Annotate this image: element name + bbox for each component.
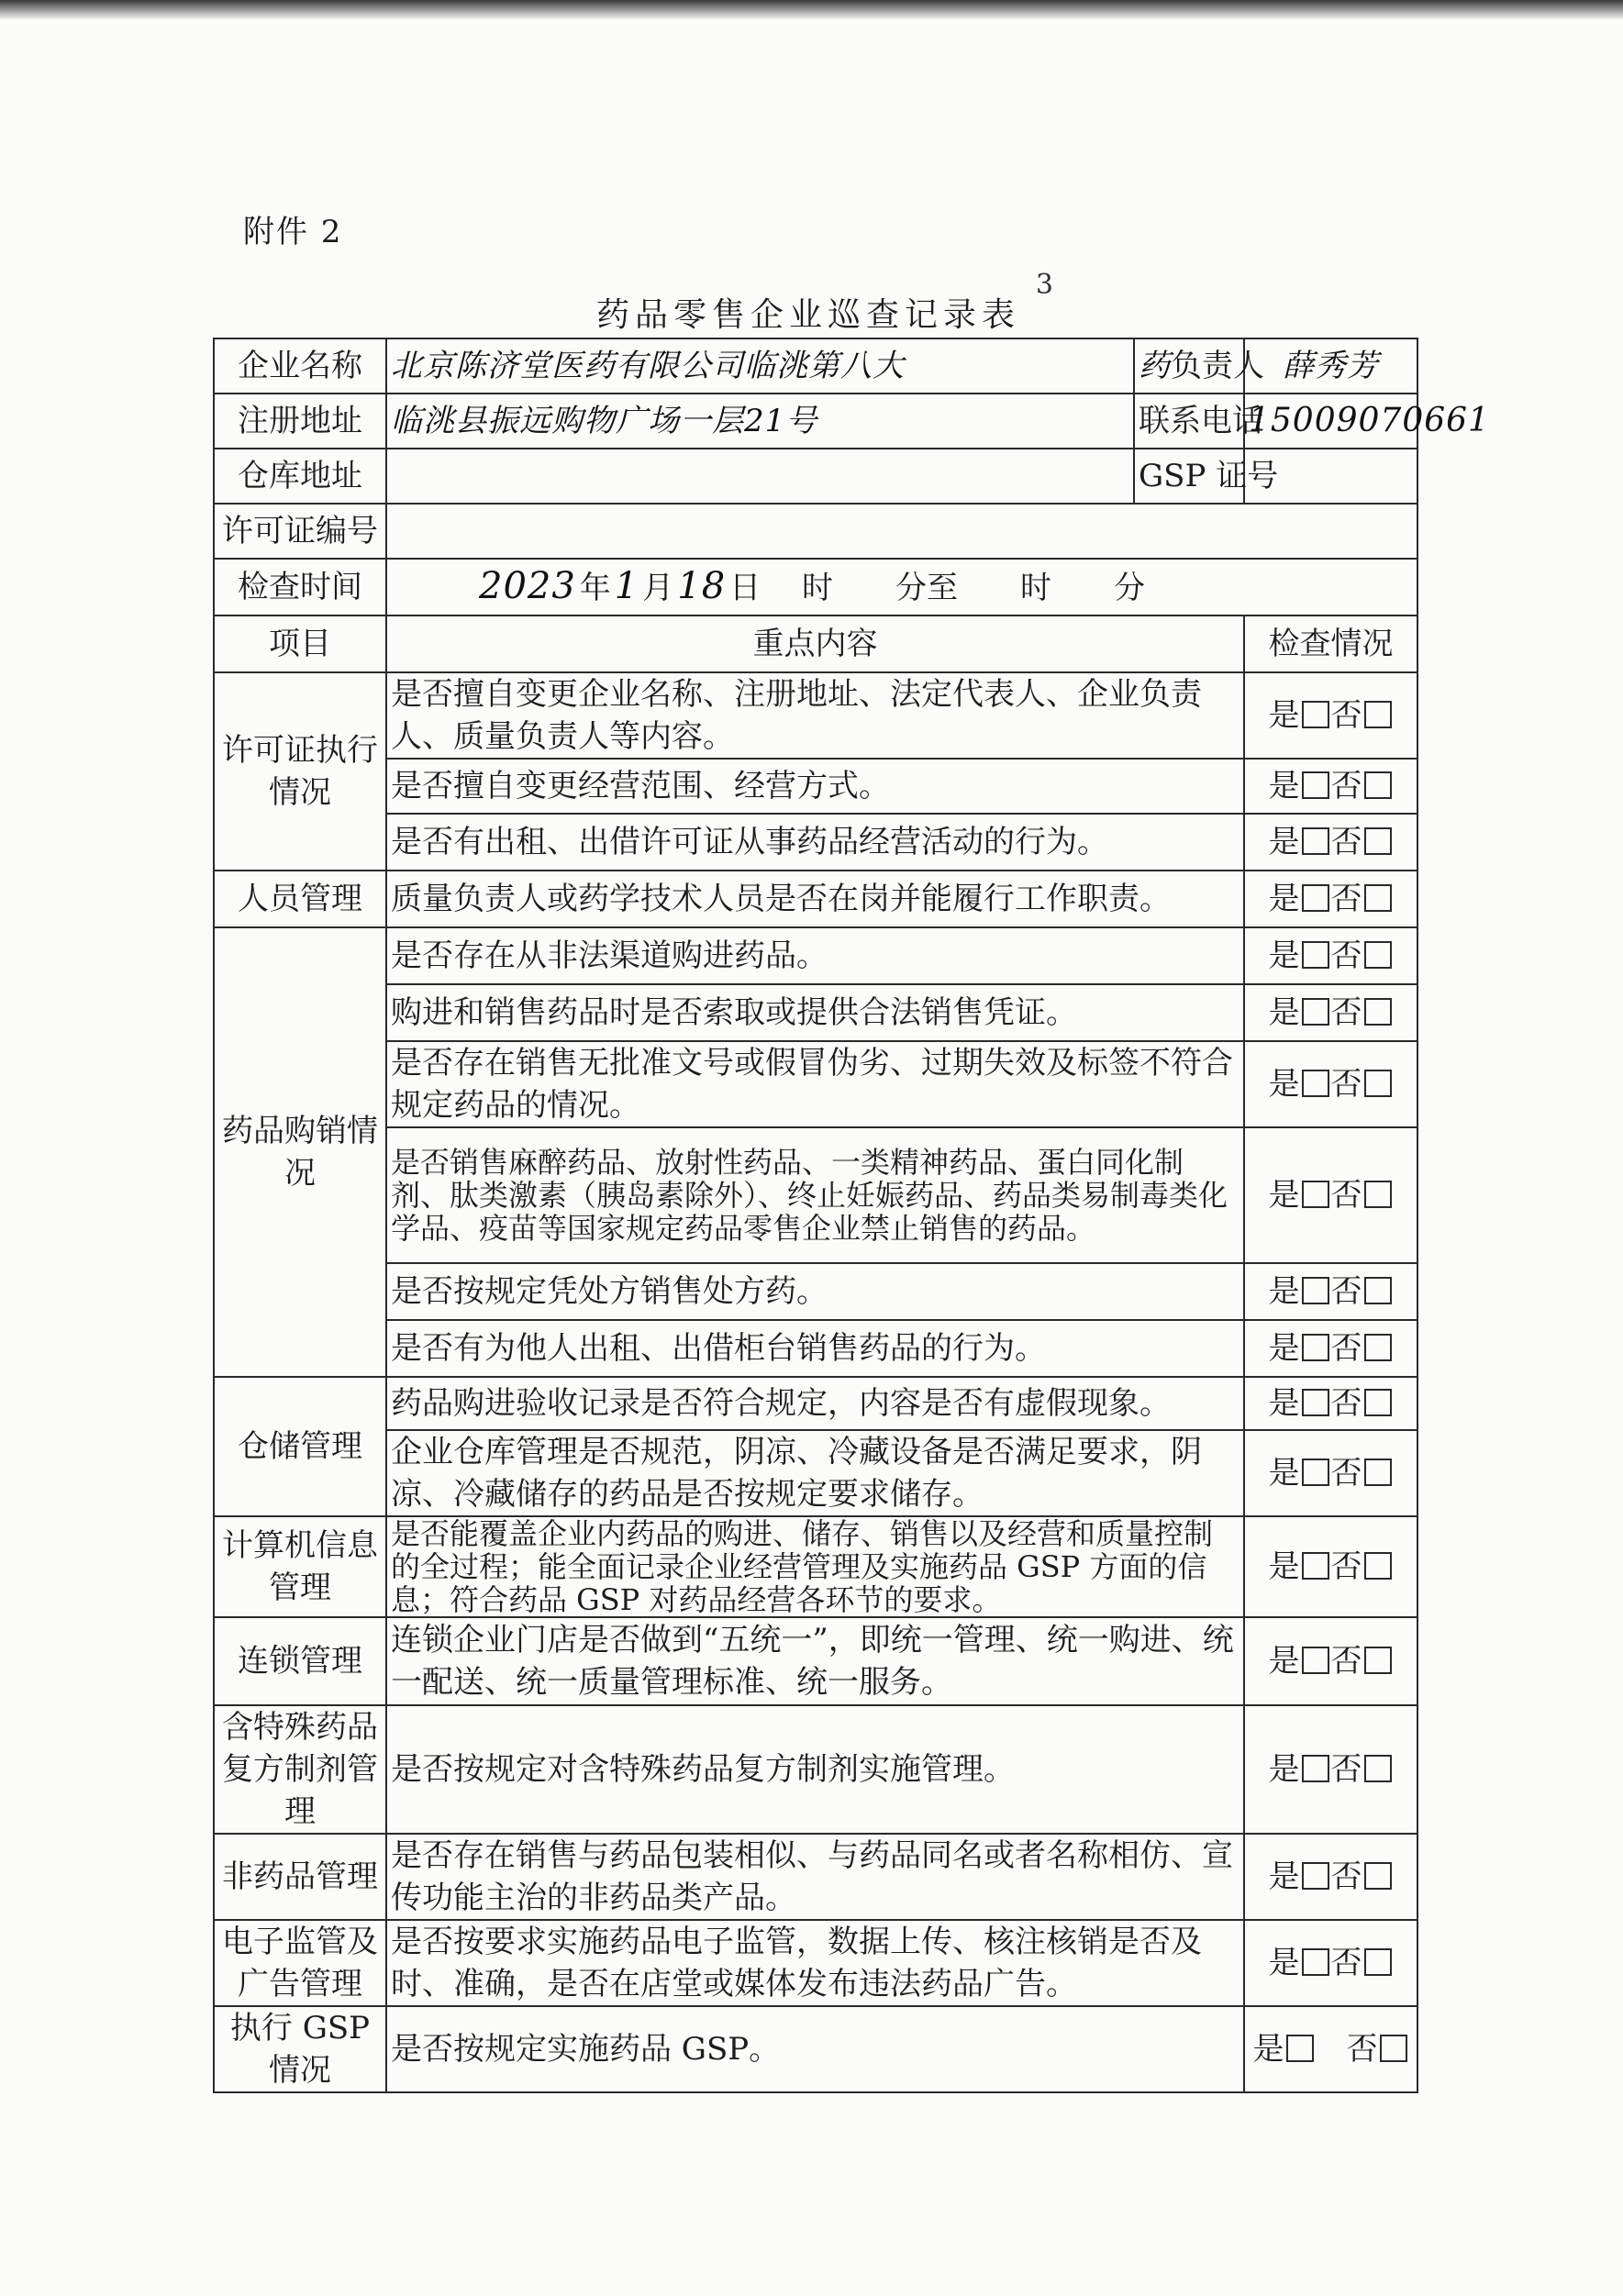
table-row bbox=[214, 1430, 1417, 1516]
check-item-text: 企业仓库管理是否规范，阴凉、冷藏设备是否满足要求，阴凉、冷藏储存的药品是否按规定要求储存。 bbox=[386, 1430, 1244, 1516]
row-inspect-time bbox=[214, 559, 1417, 616]
check-item-text: 是否有出租、出借许可证从事药品经营活动的行为。 bbox=[386, 814, 1244, 871]
no-checkbox[interactable] bbox=[1364, 1334, 1392, 1361]
check-item-text: 是否擅自变更经营范围、经营方式。 bbox=[386, 759, 1244, 814]
check-item-text: 是否存在从非法渠道购进药品。 bbox=[386, 927, 1244, 984]
row-reg-address bbox=[214, 394, 1417, 449]
table-row bbox=[214, 1705, 1417, 1834]
yes-label: 是 bbox=[1268, 994, 1300, 1031]
no-label: 否 bbox=[1330, 1548, 1362, 1585]
gsp-no-label: GSP 证号 bbox=[1134, 449, 1244, 504]
yes-checkbox[interactable] bbox=[1286, 2035, 1314, 2062]
no-label: 否 bbox=[1330, 1273, 1362, 1310]
yes-checkbox[interactable] bbox=[1302, 827, 1329, 855]
category-personnel: 人员管理 bbox=[214, 871, 386, 927]
check-item-text: 是否按规定实施药品 GSP。 bbox=[386, 2006, 1244, 2092]
spacer bbox=[1316, 2031, 1347, 2068]
yes-checkbox[interactable] bbox=[1302, 1647, 1329, 1674]
category-gsp-execution: 执行 GSP 情况 bbox=[214, 2006, 386, 2092]
warehouse-label: 仓库地址 bbox=[214, 449, 386, 504]
warehouse-value[interactable] bbox=[386, 449, 1134, 504]
inspect-year-unit: 年 bbox=[579, 570, 611, 606]
check-result bbox=[1244, 1263, 1417, 1320]
no-checkbox[interactable] bbox=[1364, 771, 1392, 799]
yes-label: 是 bbox=[1252, 2031, 1284, 2068]
inspect-month-unit: 月 bbox=[642, 570, 674, 606]
check-result bbox=[1244, 1320, 1417, 1377]
yes-checkbox[interactable] bbox=[1302, 1277, 1329, 1304]
col-result-header: 检查情况 bbox=[1244, 616, 1417, 672]
inspect-day-unit: 日 bbox=[729, 570, 761, 606]
table-row bbox=[214, 672, 1417, 759]
company-name-label: 企业名称 bbox=[214, 338, 386, 394]
check-result bbox=[1244, 759, 1417, 814]
check-item-text: 购进和销售药品时是否索取或提供合法销售凭证。 bbox=[386, 984, 1244, 1041]
check-item-text: 是否能覆盖企业内药品的购进、储存、销售以及经营和质量控制的全过程；能全面记录企业经营管理及实施药品 GSP 方面的信息；符合药品 GSP 对药品经营各环节的要求。 bbox=[386, 1516, 1244, 1617]
check-item-text: 是否有为他人出租、出借柜台销售药品的行为。 bbox=[386, 1320, 1244, 1377]
table-row bbox=[214, 927, 1417, 984]
no-label: 否 bbox=[1330, 1455, 1362, 1492]
no-label: 否 bbox=[1330, 768, 1362, 804]
yes-checkbox[interactable] bbox=[1302, 1389, 1329, 1416]
yes-label: 是 bbox=[1268, 1066, 1300, 1103]
check-result bbox=[1244, 814, 1417, 871]
check-item-text: 是否销售麻醉药品、放射性药品、一类精神药品、蛋白同化制剂、肽类激素（胰岛素除外）、终止妊娠药品、药品类易制毒类化学品、疫苗等国家规定药品零售企业禁止销售的药品。 bbox=[386, 1127, 1244, 1263]
yes-checkbox[interactable] bbox=[1302, 1070, 1329, 1097]
yes-label: 是 bbox=[1268, 1455, 1300, 1492]
col-item-header: 项目 bbox=[214, 616, 386, 672]
table-row bbox=[214, 1320, 1417, 1377]
table-row bbox=[214, 1920, 1417, 2006]
inspect-time-value[interactable] bbox=[386, 559, 1417, 616]
check-item-text: 是否存在销售无批准文号或假冒伪劣、过期失效及标签不符合规定药品的情况。 bbox=[386, 1041, 1244, 1127]
check-result bbox=[1244, 871, 1417, 927]
yes-label: 是 bbox=[1268, 768, 1300, 804]
inspection-record-table bbox=[213, 338, 1490, 2093]
no-label: 否 bbox=[1330, 1643, 1362, 1680]
license-no-label: 许可证编号 bbox=[214, 504, 386, 559]
table-row bbox=[214, 814, 1417, 871]
table-row bbox=[214, 1377, 1417, 1430]
yes-label: 是 bbox=[1268, 881, 1300, 917]
check-item-text: 是否擅自变更企业名称、注册地址、法定代表人、企业负责人、质量负责人等内容。 bbox=[386, 672, 1244, 759]
yes-checkbox[interactable] bbox=[1302, 1459, 1329, 1486]
check-item-text: 是否存在销售与药品包装相似、与药品同名或者名称相仿、宣传功能主治的非药品类产品。 bbox=[386, 1834, 1244, 1920]
check-result bbox=[1244, 1705, 1417, 1834]
no-checkbox[interactable] bbox=[1364, 1181, 1392, 1208]
category-storage: 仓储管理 bbox=[214, 1377, 386, 1516]
inspect-day: 18 bbox=[677, 565, 727, 607]
row-column-headers bbox=[214, 616, 1417, 672]
yes-label: 是 bbox=[1268, 1751, 1300, 1788]
check-item-text: 是否按规定对含特殊药品复方制剂实施管理。 bbox=[386, 1705, 1244, 1834]
no-checkbox[interactable] bbox=[1364, 1647, 1392, 1674]
responsible-label-text: 负责人 bbox=[1171, 348, 1264, 384]
no-label: 否 bbox=[1330, 1945, 1362, 1981]
check-result bbox=[1244, 1516, 1417, 1617]
attachment-label: 附件 2 bbox=[243, 214, 343, 250]
check-result bbox=[1244, 984, 1417, 1041]
yes-label: 是 bbox=[1268, 1273, 1300, 1310]
yes-checkbox[interactable] bbox=[1302, 1862, 1329, 1890]
scan-edge-shadow bbox=[0, 0, 1623, 20]
row-warehouse bbox=[214, 449, 1417, 504]
check-item-text: 是否按要求实施药品电子监管，数据上传、核注核销是否及时、准确，是否在店堂或媒体发布违法药品广告。 bbox=[386, 1920, 1244, 2006]
yes-label: 是 bbox=[1268, 1330, 1300, 1367]
no-checkbox[interactable] bbox=[1364, 1459, 1392, 1486]
category-license-execution: 许可证执行情况 bbox=[214, 672, 386, 871]
table-row bbox=[214, 1041, 1417, 1127]
check-item-text: 是否按规定凭处方销售处方药。 bbox=[386, 1263, 1244, 1320]
category-e-supervision-ads: 电子监管及广告管理 bbox=[214, 1920, 386, 2006]
check-result bbox=[1244, 1377, 1417, 1430]
check-result bbox=[1244, 1617, 1417, 1705]
yes-label: 是 bbox=[1268, 824, 1300, 860]
yes-label: 是 bbox=[1268, 937, 1300, 974]
table-row bbox=[214, 1263, 1417, 1320]
no-label: 否 bbox=[1330, 1177, 1362, 1214]
no-checkbox[interactable] bbox=[1364, 1755, 1392, 1782]
check-item-text: 质量负责人或药学技术人员是否在岗并能履行工作职责。 bbox=[386, 871, 1244, 927]
inspect-month: 1 bbox=[614, 565, 639, 607]
yes-checkbox[interactable] bbox=[1302, 1334, 1329, 1361]
yes-label: 是 bbox=[1268, 1858, 1300, 1895]
no-checkbox[interactable] bbox=[1364, 941, 1392, 969]
no-checkbox[interactable] bbox=[1364, 827, 1392, 855]
table-row bbox=[214, 2006, 1417, 2092]
title-handwritten-mark: 3 bbox=[1035, 269, 1054, 301]
form-title bbox=[596, 269, 1054, 336]
yes-label: 是 bbox=[1268, 1945, 1300, 1981]
yes-label: 是 bbox=[1268, 1385, 1300, 1422]
yes-checkbox[interactable] bbox=[1302, 941, 1329, 969]
yes-label: 是 bbox=[1268, 1643, 1300, 1680]
table-row bbox=[214, 1617, 1417, 1705]
row-license-no bbox=[214, 504, 1417, 559]
responsible-label-prefix: 药 bbox=[1139, 348, 1171, 384]
check-result bbox=[1244, 672, 1417, 759]
reg-address-value[interactable]: 临洮县振远购物广场一层21号 bbox=[386, 394, 1134, 449]
yes-checkbox[interactable] bbox=[1302, 998, 1329, 1026]
no-label: 否 bbox=[1330, 1858, 1362, 1895]
check-result bbox=[1244, 1041, 1417, 1127]
check-result bbox=[1244, 1920, 1417, 2006]
company-name-value[interactable]: 北京陈济堂医药有限公司临洮第八大 bbox=[386, 338, 1134, 394]
no-checkbox[interactable] bbox=[1364, 1070, 1392, 1097]
yes-checkbox[interactable] bbox=[1302, 1181, 1329, 1208]
no-checkbox[interactable] bbox=[1364, 701, 1392, 728]
check-item-text: 药品购进验收记录是否符合规定，内容是否有虚假现象。 bbox=[386, 1377, 1244, 1430]
form-title-text: 药品零售企业巡查记录表 bbox=[596, 296, 1021, 334]
no-label: 否 bbox=[1330, 1066, 1362, 1103]
table-row bbox=[214, 1516, 1417, 1617]
responsible-label bbox=[1134, 338, 1264, 394]
no-checkbox[interactable] bbox=[1364, 998, 1392, 1026]
no-label: 否 bbox=[1330, 994, 1362, 1031]
col-content-header: 重点内容 bbox=[386, 616, 1244, 672]
no-label: 否 bbox=[1346, 2031, 1378, 2068]
category-chain: 连锁管理 bbox=[214, 1617, 386, 1705]
yes-checkbox[interactable] bbox=[1302, 771, 1329, 799]
no-label: 否 bbox=[1330, 1751, 1362, 1788]
no-label: 否 bbox=[1330, 1385, 1362, 1422]
phone-value[interactable]: 15009070661 bbox=[1244, 394, 1417, 449]
inspect-year: 2023 bbox=[479, 565, 576, 607]
table-row bbox=[214, 1127, 1417, 1263]
check-result bbox=[1244, 1430, 1417, 1516]
no-label: 否 bbox=[1330, 1330, 1362, 1367]
yes-label: 是 bbox=[1268, 697, 1300, 734]
inspect-time-label: 检查时间 bbox=[214, 559, 386, 616]
check-result bbox=[1244, 1834, 1417, 1920]
category-drug-purchase-sale: 药品购销情况 bbox=[214, 927, 386, 1377]
no-checkbox[interactable] bbox=[1364, 1277, 1392, 1304]
no-label: 否 bbox=[1330, 937, 1362, 974]
no-label: 否 bbox=[1330, 881, 1362, 917]
no-checkbox[interactable] bbox=[1364, 884, 1392, 912]
yes-checkbox[interactable] bbox=[1302, 884, 1329, 912]
table-row bbox=[214, 871, 1417, 927]
yes-checkbox[interactable] bbox=[1302, 701, 1329, 728]
table-row bbox=[214, 1834, 1417, 1920]
inspect-time-rest: 时 分至 时 分 bbox=[801, 570, 1145, 606]
yes-checkbox[interactable] bbox=[1302, 1755, 1329, 1782]
yes-checkbox[interactable] bbox=[1302, 1948, 1329, 1976]
responsible-value[interactable]: 薛秀芳 bbox=[1244, 338, 1417, 394]
no-label: 否 bbox=[1330, 697, 1362, 734]
no-checkbox[interactable] bbox=[1364, 1862, 1392, 1890]
no-checkbox[interactable] bbox=[1364, 1552, 1392, 1580]
no-checkbox[interactable] bbox=[1364, 1389, 1392, 1416]
yes-label: 是 bbox=[1268, 1177, 1300, 1214]
check-item-text: 连锁企业门店是否做到“五统一”，即统一管理、统一购进、统一配送、统一质量管理标准、统一服务。 bbox=[386, 1617, 1244, 1705]
table-row bbox=[214, 759, 1417, 814]
yes-label: 是 bbox=[1268, 1548, 1300, 1585]
category-special-compound: 含特殊药品复方制剂管理 bbox=[214, 1705, 386, 1834]
category-non-drug: 非药品管理 bbox=[214, 1834, 386, 1920]
no-checkbox[interactable] bbox=[1380, 2035, 1407, 2062]
check-result bbox=[1244, 1127, 1417, 1263]
yes-checkbox[interactable] bbox=[1302, 1552, 1329, 1580]
license-no-value[interactable] bbox=[386, 504, 1417, 559]
row-company-name bbox=[214, 338, 1417, 394]
category-computer-info: 计算机信息管理 bbox=[214, 1516, 386, 1617]
check-result bbox=[1244, 927, 1417, 984]
table-row bbox=[214, 984, 1417, 1041]
phone-label: 联系电话 bbox=[1134, 394, 1244, 449]
reg-address-label: 注册地址 bbox=[214, 394, 386, 449]
no-label: 否 bbox=[1330, 824, 1362, 860]
check-result bbox=[1244, 2006, 1417, 2092]
no-checkbox[interactable] bbox=[1364, 1948, 1392, 1976]
